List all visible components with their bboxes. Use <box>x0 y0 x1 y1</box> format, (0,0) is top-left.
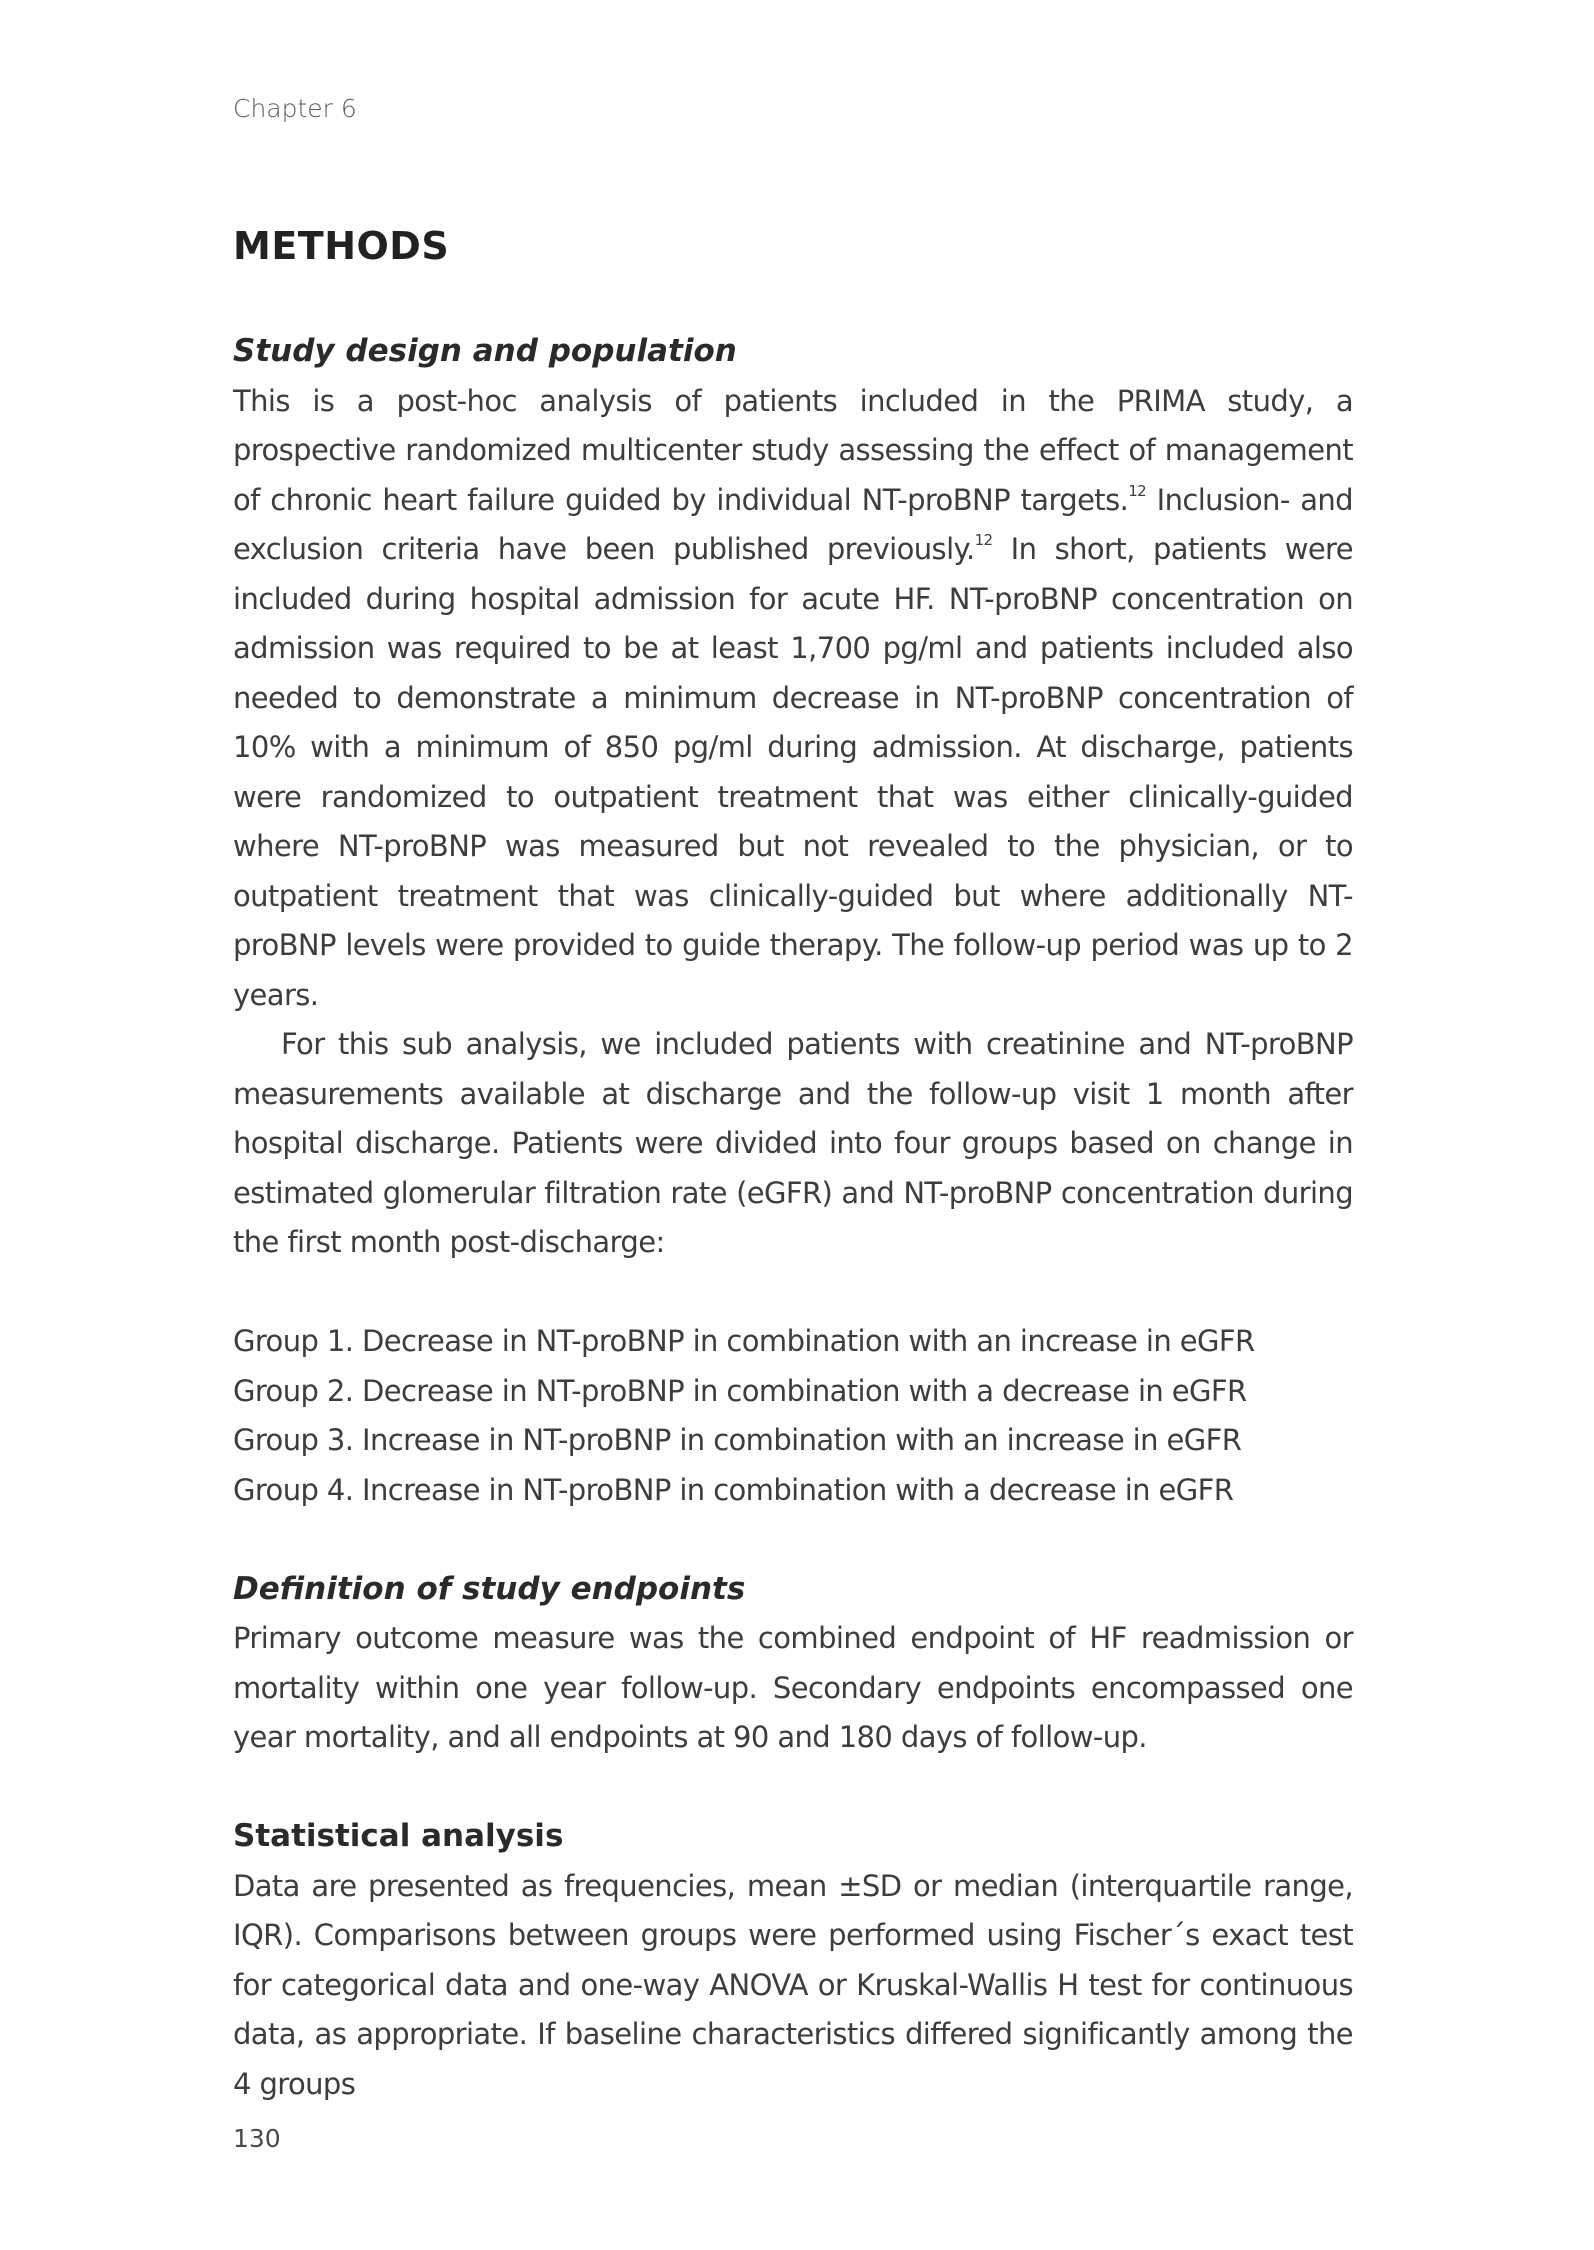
study-design-paragraph <box>233 377 1353 1021</box>
reference-superscript: 12 <box>1128 481 1147 500</box>
running-head: Chapter 6 <box>233 94 357 123</box>
paragraph-text: This is a post-hoc analysis of patients included in the PRIMA study, a prospective randomized multicenter study assessing the effect of management of chronic heart failure guided by individual NT-proBNP targets. <box>233 383 1353 517</box>
list-item: Group 2. Decrease in NT-proBNP in combination with a decrease in eGFR <box>233 1373 1247 1408</box>
list-item: Group 1. Decrease in NT-proBNP in combination with an increase in eGFR <box>233 1324 1255 1359</box>
list-item: Group 3. Increase in NT-proBNP in combination with an increase in eGFR <box>233 1423 1242 1458</box>
statistics-paragraph: Data are presented as frequencies, mean ±SD or median (interquartile range, IQR). Comparisons between groups were performed using Fischer´s exact test for categorical data and one-way ANOVA or Kruskal-Wallis H test for continuous data, as appropriate. If baseline characteristics differed significantly among the 4 groups <box>233 1868 1353 2101</box>
list-item: Group 4. Increase in NT-proBNP in combination with a decrease in eGFR <box>233 1472 1234 1507</box>
section-title: METHODS <box>233 224 450 268</box>
paragraph-text: Inclusion- and exclusion criteria have been published previously. <box>233 482 1353 567</box>
statistics-heading: Statistical analysis <box>233 1818 564 1855</box>
spacer <box>233 1763 1353 1813</box>
paragraph-text: In short, patients were included during hospital admission for acute HF. NT-proBNP concentration on admission was required to be at least 1,700 pg/ml and patients included also needed to demonstrate a minimum decrease in NT-proBNP concentration of 10% with a minimum of 850 pg/ml during admission. At discharge, patients were randomized to outpatient treatment that was either clinically-guided where NT-proBNP was measured but not revealed to the physician, or to outpatient treatment that was clinically-guided but where additionally NT-proBNP levels were provided to guide therapy. The follow-up period was up to 2 years. <box>233 532 1353 1012</box>
page-number: 130 <box>233 2124 281 2153</box>
spacer <box>233 1515 1353 1565</box>
page-content <box>233 222 1353 2109</box>
endpoints-paragraph: Primary outcome measure was the combined endpoint of HF readmission or mortality within one year follow-up. Secondary endpoints encompassed one year mortality, and all endpoints at 90 and 180 days of follow-up. <box>233 1621 1353 1755</box>
group-list <box>233 1317 1353 1515</box>
reference-superscript: 12 <box>974 531 993 550</box>
study-design-heading: Study design and population <box>233 333 737 370</box>
endpoints-heading: Definition of study endpoints <box>233 1570 746 1607</box>
spacer <box>233 1268 1353 1318</box>
sub-analysis-paragraph: For this sub analysis, we included patients with creatinine and NT-proBNP measurements available at discharge and the follow-up visit 1 month after hospital discharge. Patients were divided into four groups based on change in estimated glomerular filtration rate (eGFR) and NT-proBNP concentration during the first month post-discharge: <box>233 1027 1353 1260</box>
